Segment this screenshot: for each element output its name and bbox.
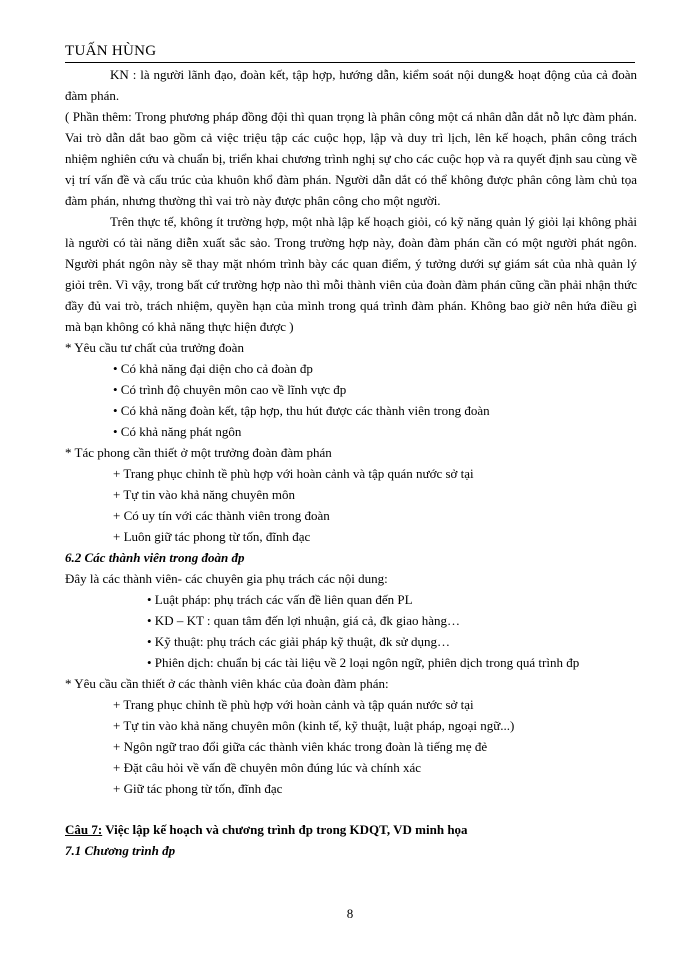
section-6-2-intro: Đây là các thành viên- các chuyên gia phụ trách các nội dung: <box>65 571 388 586</box>
list-item: • Có khả năng phát ngôn <box>113 424 242 439</box>
list-item: + Đặt câu hỏi về vấn đề chuyên môn đúng lúc và chính xác <box>113 760 422 775</box>
phan-them-paragraph: ( Phần thêm: Trong phương pháp đồng đội thì quan trọng là phân công một cá nhân dẫn dắt nỗ lực đàm phán. Vai trò dẫn dắt bao gồm cả việc triệu tập các cuộc họp, lập và duy trì lịch, lên kế hoạch, phân công trách nhiệm nghiên cứu và chuẩn bị, triển khai chương trình nghị sự cho các cuộc họp và ra quyết định sau cùng về vị trí vấn đề và cấu trúc của khuôn khổ đàm phán. Người dẫn dắt có thể không được phân công làm chủ tọa đàm phán, nhưng thường thì vai trò này được phân công cho một người. <box>65 109 637 208</box>
list-item: • Có khả năng đại diện cho cả đoàn đp <box>113 361 313 376</box>
yeu-cau-tu-chat-heading: * Yêu cầu tư chất của trưởng đoàn <box>65 340 244 355</box>
page-content <box>65 64 637 861</box>
cau-7-heading <box>65 819 637 840</box>
section-6-2-title: 6.2 Các thành viên trong đoàn đp <box>65 550 245 565</box>
cau-7-title: Việc lập kế hoạch và chương trình đp trong KDQT, VD minh họa <box>102 822 468 837</box>
yeu-cau-thanh-vien-heading: * Yêu cầu cần thiết ở các thành viên khác của đoàn đàm phán: <box>65 676 389 691</box>
list-item: • Có trình độ chuyên môn cao về lĩnh vực đp <box>113 382 347 397</box>
list-item: + Giữ tác phong từ tốn, đĩnh đạc <box>113 781 283 796</box>
list-item: • Có khả năng đoàn kết, tập hợp, thu hút được các thành viên trong đoàn <box>113 403 490 418</box>
tac-phong-heading: * Tác phong cần thiết ở một trưởng đoàn đàm phán <box>65 445 332 460</box>
cau-7-label: Câu 7: <box>65 822 103 837</box>
section-7-1-title: 7.1 Chương trình đp <box>65 843 176 858</box>
list-item: + Ngôn ngữ trao đổi giữa các thành viên khác trong đoàn là tiếng mẹ đẻ <box>113 739 488 754</box>
list-item: + Có uy tín với các thành viên trong đoàn <box>113 508 330 523</box>
list-item: + Trang phục chỉnh tề phù hợp với hoàn cảnh và tập quán nước sở tại <box>113 466 474 481</box>
list-item: • Phiên dịch: chuẩn bị các tài liệu về 2 loại ngôn ngữ, phiên dịch trong quá trình đp <box>147 655 580 670</box>
list-item: • Kỹ thuật: phụ trách các giải pháp kỹ thuật, đk sử dụng… <box>147 634 450 649</box>
page-number: 8 <box>346 906 354 921</box>
kn-paragraph: KN : là người lãnh đạo, đoàn kết, tập hợp, hướng dẫn, kiểm soát nội dung& hoạt động của cả đoàn đàm phán. <box>65 67 637 103</box>
list-item: + Tự tin vào khả năng chuyên môn <box>113 487 296 502</box>
list-item: + Tự tin vào khả năng chuyên môn (kinh tế, kỹ thuật, luật pháp, ngoại ngữ...) <box>113 718 515 733</box>
list-item: • KD – KT : quan tâm đến lợi nhuận, giá cả, đk giao hàng… <box>147 613 461 628</box>
list-item: + Trang phục chỉnh tề phù hợp với hoàn cảnh và tập quán nước sở tại <box>113 697 474 712</box>
page-header: TUẤN HÙNG <box>65 40 635 63</box>
tren-thuc-te-paragraph: Trên thực tế, không ít trường hợp, một nhà lập kế hoạch giỏi, có kỹ năng quản lý giỏi lại không phải là người có tài năng diễn xuất sắc sảo. Trong trường hợp này, đoàn đàm phán cần có một người phát ngôn. Người phát ngôn này sẽ thay mặt nhóm trình bày các quan điểm, ý tưởng dưới sự giám sát của nhà quản lý giỏi trên. Vì vậy, trong bất cứ trường hợp nào thì mỗi thành viên của đoàn đàm phán cũng cần phải nhận thức đầy đủ vai trò, trách nhiệm, quyền hạn của mình trong quá trình đàm phán. Không bao giờ nên hứa điều gì mà bạn không có khả năng thực hiện được ) <box>65 214 637 334</box>
list-item: • Luật pháp: phụ trách các vấn đề liên quan đến PL <box>147 592 413 607</box>
list-item: + Luôn giữ tác phong từ tốn, đĩnh đạc <box>113 529 311 544</box>
spacer <box>65 799 637 819</box>
